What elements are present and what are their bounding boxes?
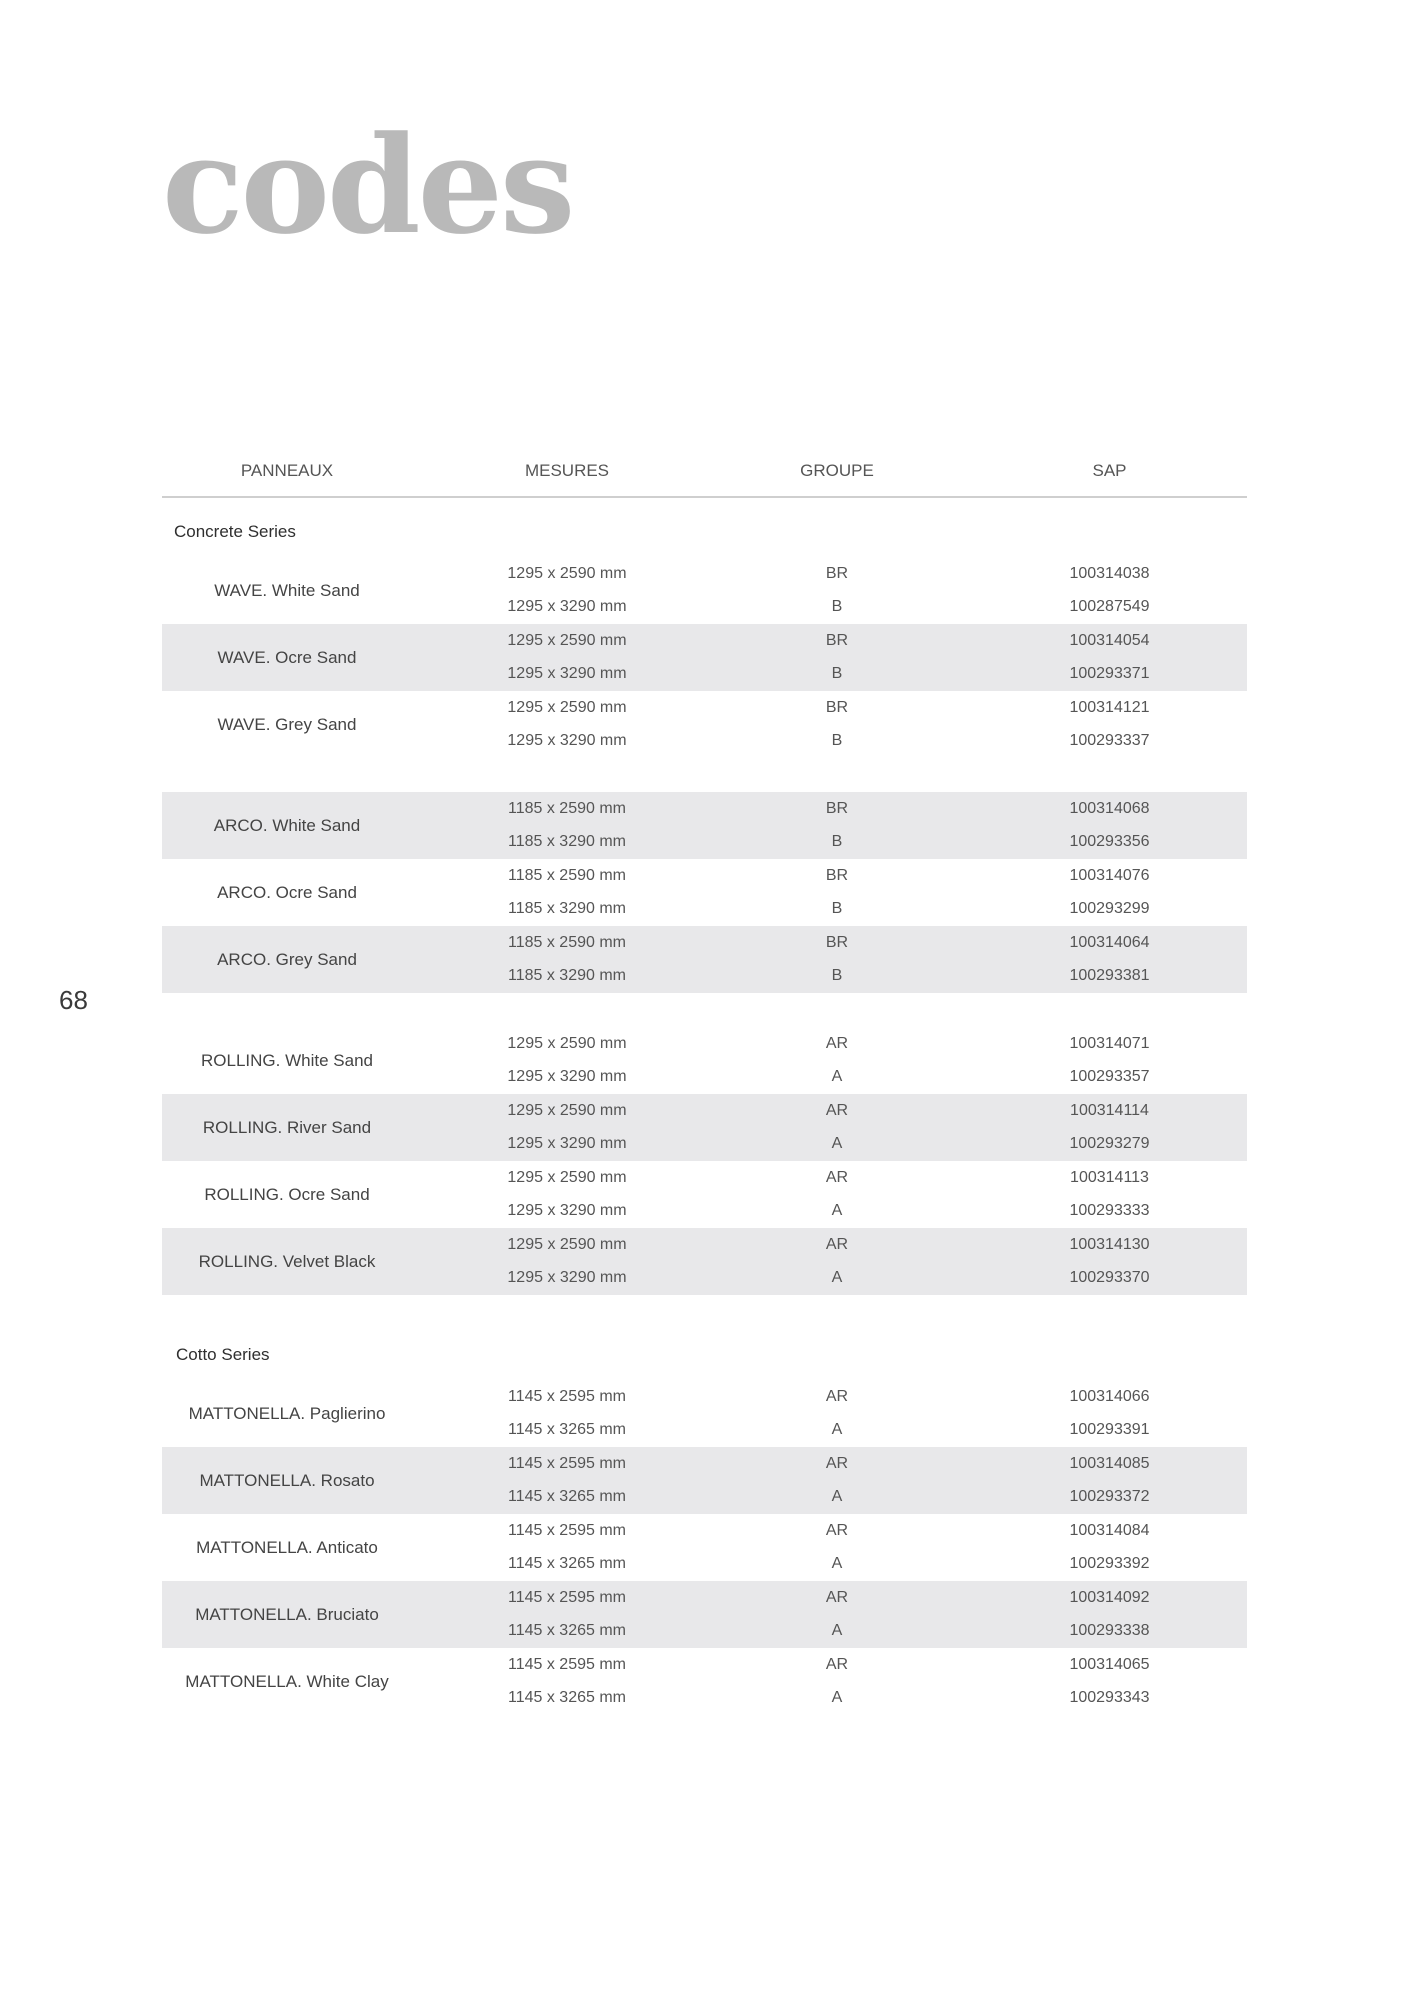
product-group — [162, 859, 1247, 926]
sap-cell: 100314092 — [1069, 1588, 1150, 1606]
table-row — [432, 1161, 1247, 1195]
groupe-cell: AR — [825, 1034, 849, 1052]
sap-cell: 100293372 — [1069, 1488, 1150, 1506]
groupe-cell: A — [831, 1135, 843, 1153]
mesure-cell: 1295 x 2590 mm — [507, 564, 627, 582]
groupe-cell: AR — [825, 1454, 849, 1472]
sap-cell: 100314071 — [1069, 1034, 1150, 1052]
mesure-cell: 1145 x 3265 mm — [508, 1555, 626, 1573]
table-row — [432, 658, 1247, 692]
mesure-cell: 1295 x 3290 mm — [507, 598, 627, 616]
sap-cell: 100314121 — [1069, 698, 1150, 716]
sap-cell: 100287549 — [1069, 598, 1150, 616]
product-name: MATTONELLA. Anticato — [196, 1537, 378, 1557]
product-group — [162, 1581, 1247, 1648]
header-panneaux: PANNEAUX — [240, 461, 334, 480]
product-name: MATTONELLA. Rosato — [199, 1470, 375, 1490]
mesure-cell: 1145 x 2595 mm — [508, 1655, 626, 1673]
mesure-cell: 1295 x 3290 mm — [507, 732, 627, 750]
table-row — [432, 1648, 1247, 1682]
sap-cell: 100314066 — [1069, 1387, 1150, 1405]
product-name: ROLLING. White Sand — [201, 1050, 373, 1070]
product-group — [162, 691, 1247, 758]
groupe-cell: B — [831, 833, 843, 851]
mesure-cell: 1295 x 3290 mm — [507, 1269, 627, 1287]
groupe-cell: A — [831, 1488, 843, 1506]
mesure-cell: 1295 x 2590 mm — [507, 631, 627, 649]
groupe-cell: A — [831, 1622, 843, 1640]
table-row — [432, 557, 1247, 591]
product-name: ARCO. Grey Sand — [217, 949, 357, 969]
sap-cell: 100293333 — [1069, 1202, 1150, 1220]
groupe-cell: A — [831, 1421, 843, 1439]
series-name: Concrete Series — [174, 522, 296, 541]
groupe-cell: AR — [825, 1655, 849, 1673]
mesure-cell: 1295 x 2590 mm — [507, 1034, 627, 1052]
table-row — [432, 792, 1247, 826]
product-group — [162, 1161, 1247, 1228]
groupe-cell: B — [831, 732, 843, 750]
page-title: codes — [162, 106, 573, 264]
sap-cell: 100314114 — [1070, 1101, 1149, 1119]
table-row — [432, 1615, 1247, 1649]
mesure-cell: 1295 x 3290 mm — [507, 1135, 627, 1153]
table-row — [432, 591, 1247, 625]
mesure-cell: 1185 x 3290 mm — [508, 900, 626, 918]
groupe-cell: AR — [825, 1235, 849, 1253]
table-row — [432, 1195, 1247, 1229]
table-row — [432, 1228, 1247, 1262]
product-group — [162, 1380, 1247, 1447]
mesure-cell: 1185 x 2590 mm — [508, 866, 626, 884]
table-row — [432, 1061, 1247, 1095]
groupe-cell: BR — [825, 933, 849, 951]
groupe-cell: AR — [825, 1168, 849, 1186]
mesure-cell: 1185 x 3290 mm — [508, 967, 626, 985]
groupe-cell: B — [831, 665, 843, 683]
table-row — [432, 1027, 1247, 1061]
product-name: ARCO. Ocre Sand — [217, 882, 357, 902]
mesure-cell: 1145 x 3265 mm — [508, 1689, 626, 1707]
groupe-cell: AR — [825, 1521, 849, 1539]
product-name: WAVE. Ocre Sand — [217, 647, 357, 667]
table-row — [432, 1514, 1247, 1548]
product-name: MATTONELLA. Bruciato — [195, 1604, 379, 1624]
product-group — [162, 1094, 1247, 1161]
product-name: ROLLING. Velvet Black — [198, 1251, 376, 1271]
sap-cell: 100293370 — [1069, 1269, 1150, 1287]
table-row — [432, 826, 1247, 860]
mesure-cell: 1295 x 3290 mm — [507, 1068, 627, 1086]
sap-cell: 100293343 — [1069, 1689, 1150, 1707]
product-name: MATTONELLA. Paglierino — [188, 1403, 386, 1423]
table-row — [432, 1262, 1247, 1296]
product-group — [162, 926, 1247, 993]
mesure-cell: 1145 x 3265 mm — [508, 1622, 626, 1640]
table-row — [432, 1581, 1247, 1615]
product-name: ROLLING. Ocre Sand — [204, 1184, 370, 1204]
table-row — [432, 1447, 1247, 1481]
groupe-cell: AR — [825, 1588, 849, 1606]
product-group — [162, 1228, 1247, 1295]
sap-cell: 100293337 — [1069, 732, 1150, 750]
sap-cell: 100314113 — [1070, 1168, 1149, 1186]
mesure-cell: 1295 x 3290 mm — [507, 1202, 627, 1220]
table-header — [162, 456, 1247, 498]
sap-cell: 100314065 — [1069, 1655, 1150, 1673]
table-row — [432, 926, 1247, 960]
product-name: WAVE. White Sand — [214, 580, 360, 600]
mesure-cell: 1145 x 2595 mm — [508, 1454, 626, 1472]
table-row — [432, 960, 1247, 994]
table-row — [432, 725, 1247, 759]
sap-cell: 100293356 — [1069, 833, 1150, 851]
product-name: ARCO. White Sand — [213, 815, 361, 835]
groupe-cell: A — [831, 1068, 843, 1086]
table-row — [432, 1380, 1247, 1414]
header-mesures: MESURES — [524, 461, 610, 480]
mesure-cell: 1185 x 2590 mm — [508, 799, 626, 817]
table-row — [432, 1481, 1247, 1515]
page-number: 68 — [59, 985, 88, 1015]
sap-cell: 100314084 — [1069, 1521, 1150, 1539]
header-sap: SAP — [1092, 461, 1127, 480]
mesure-cell: 1295 x 3290 mm — [507, 665, 627, 683]
groupe-cell: B — [831, 967, 843, 985]
sap-cell: 100293391 — [1069, 1421, 1150, 1439]
sap-cell: 100293338 — [1069, 1622, 1150, 1640]
series-name: Cotto Series — [176, 1345, 270, 1364]
mesure-cell: 1145 x 2595 mm — [508, 1588, 626, 1606]
mesure-cell: 1145 x 2595 mm — [508, 1521, 626, 1539]
table-row — [432, 1548, 1247, 1582]
mesure-cell: 1145 x 3265 mm — [508, 1488, 626, 1506]
groupe-cell: A — [831, 1269, 843, 1287]
product-group — [162, 1027, 1247, 1094]
table-row — [432, 1094, 1247, 1128]
table-row — [432, 893, 1247, 927]
groupe-cell: BR — [825, 866, 849, 884]
groupe-cell: BR — [825, 631, 849, 649]
table-row — [432, 1682, 1247, 1716]
sap-cell: 100293357 — [1069, 1068, 1150, 1086]
mesure-cell: 1295 x 2590 mm — [507, 1101, 627, 1119]
mesure-cell: 1295 x 2590 mm — [507, 698, 627, 716]
groupe-cell: B — [831, 598, 843, 616]
sap-cell: 100314064 — [1069, 933, 1150, 951]
product-name: ROLLING. River Sand — [202, 1117, 372, 1137]
sap-cell: 100314076 — [1069, 866, 1150, 884]
mesure-cell: 1145 x 3265 mm — [508, 1421, 626, 1439]
groupe-cell: A — [831, 1689, 843, 1707]
sap-cell: 100314130 — [1069, 1235, 1150, 1253]
table-row — [432, 1128, 1247, 1162]
product-name: MATTONELLA. White Clay — [185, 1671, 389, 1691]
product-group — [162, 1447, 1247, 1514]
sap-cell: 100293381 — [1069, 967, 1150, 985]
mesure-cell: 1185 x 3290 mm — [508, 833, 626, 851]
product-group — [162, 1514, 1247, 1581]
mesure-cell: 1185 x 2590 mm — [508, 933, 626, 951]
sap-cell: 100293392 — [1069, 1555, 1150, 1573]
groupe-cell: BR — [825, 799, 849, 817]
mesure-cell: 1295 x 2590 mm — [507, 1168, 627, 1186]
sap-cell: 100314068 — [1069, 799, 1150, 817]
groupe-cell: BR — [825, 698, 849, 716]
groupe-cell: A — [831, 1202, 843, 1220]
product-name: WAVE. Grey Sand — [217, 714, 357, 734]
sap-cell: 100314054 — [1069, 631, 1150, 649]
product-group — [162, 557, 1247, 624]
sap-cell: 100293279 — [1069, 1135, 1150, 1153]
groupe-cell: AR — [825, 1387, 849, 1405]
table-row — [432, 624, 1247, 658]
groupe-cell: B — [831, 900, 843, 918]
table-row — [432, 691, 1247, 725]
mesure-cell: 1295 x 2590 mm — [507, 1235, 627, 1253]
sap-cell: 100314038 — [1069, 564, 1150, 582]
sap-cell: 100293371 — [1069, 665, 1150, 683]
mesure-cell: 1145 x 2595 mm — [508, 1387, 626, 1405]
table-row — [432, 1414, 1247, 1448]
sap-cell: 100293299 — [1069, 900, 1150, 918]
groupe-cell: BR — [825, 564, 849, 582]
codes-table — [162, 456, 1247, 1707]
product-group — [162, 1648, 1247, 1715]
product-group — [162, 624, 1247, 691]
groupe-cell: A — [831, 1555, 843, 1573]
sap-cell: 100314085 — [1069, 1454, 1150, 1472]
header-groupe: GROUPE — [800, 461, 874, 480]
table-row — [432, 859, 1247, 893]
groupe-cell: AR — [825, 1101, 849, 1119]
product-group — [162, 792, 1247, 859]
